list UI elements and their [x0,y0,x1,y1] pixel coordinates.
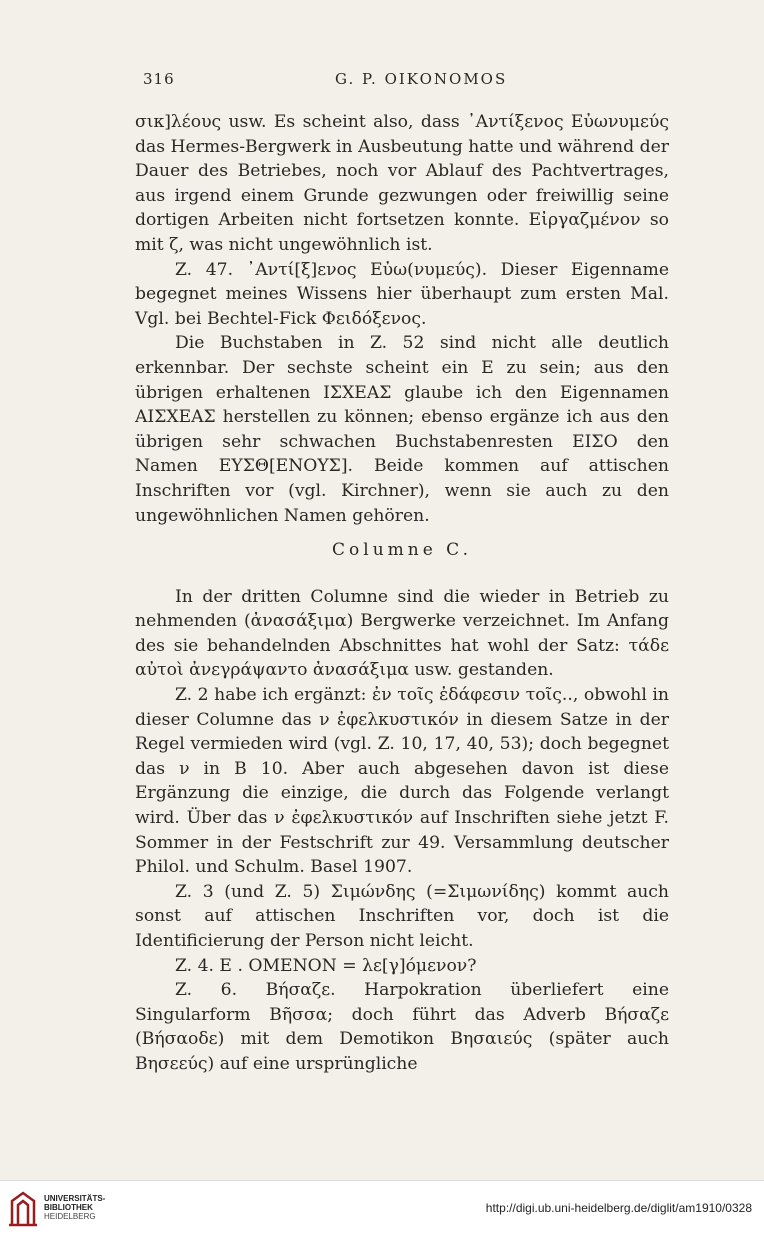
paragraph: Z. 4. Ε . ΟΜΕΝΟΝ = λε[γ]όμενον? [175,955,477,976]
paragraph: Die Buchstaben in Z. 52 sind nicht alle deutlich erkennbar. Der sechste scheint ein E zu sein; aus den übrigen erhaltenen ΙΣΧΕΑΣ glaube ich den Eigennamen ΑΙΣΧΕΑΣ herstellen zu können; ebenso ergänze ich aus den übrigen sehr schwachen Buchstabenresten ΕΙΣΟ den Namen ΕΥΣΘ[ΕΝΟΥΣ]. Beide kommen auf attischen Inschriften vor (vgl. Kirchner), wenn sie auch zu den ungewöhnlichen Namen gehören. [135,333,669,526]
library-logo-icon [8,1191,38,1227]
paragraph: σικ]λέους usw. Es scheint also, dass ᾿Αντίξενος Εὐωνυμεύς das Hermes-Bergwerk in Ausbeutung hatte und während der Dauer des Betriebes, noch vor Ablauf des Pachtvertrages, aus irgend einem Grunde gezwungen oder freiwillig seine dortigen Arbeiten nicht fortsetzen konnte. Εἰργαζμένον so mit ζ, was nicht ungewöhnlich ist. [135,112,669,255]
footer-bar [0,1180,764,1237]
running-title: G. P. OIKONOMOS [335,70,508,88]
paragraph: In der dritten Columne sind die wieder in Betrieb zu nehmenden (ἀνασάξιμα) Bergwerke verzeichnet. Im Anfang des sie behandelnden Abschnittes hat wohl der Satz: τάδε αὐτοὶ ἀνεγράψαντο ἀνασάξιμα usw. gestanden. [135,586,669,681]
paragraph: Z. 2 habe ich ergänzt: ἐν τοῖς ἐδάφεσιν τοῖς.., obwohl in dieser Columne das ν ἐφελκυστικόν in diesem Satze in der Regel vermieden wird (vgl. Z. 10, 17, 40, 53); doch begegnet das ν in B 10. Aber auch abgesehen davon ist diese Ergänzung die einzige, die durch das Folgende verlangt wird. Über das ν ἐφελκυστικόν auf Inschriften siehe jetzt F. Sommer in der Festschrift zur 49. Versammlung deutscher Philol. und Schulm. Basel 1907. [135,685,669,878]
paragraph: Z. 47. ᾿Αντί[ξ]ενος Εὐω(νυμεύς). Dieser Eigenname begegnet meines Wissens hier überhaupt zum ersten Mal. Vgl. bei Bechtel-Fick Φειδόξενος. [135,259,669,329]
logo-text-line1: UNIVERSITÄTS- [44,1194,106,1203]
permalink-url[interactable]: http://digi.ub.uni-heidelberg.de/diglit/am1910/0328 [485,1201,752,1215]
page-header [135,70,669,94]
paragraph: Z. 6. Βήσαζε. Harpokration überliefert eine Singularform Βῆσσα; doch führt das Adverb Βήσαζε (Βήσαοδε) mit dem Demotikon Βησαιεύς (später auch Βησεεύς) auf eine ursprüngliche [135,980,669,1074]
section-heading: Columne C. [332,540,472,561]
body-text [135,110,669,1077]
logo-text-line2: BIBLIOTHEK [44,1203,93,1212]
logo-text-line3: HEIDELBERG [44,1212,96,1221]
page-number: 316 [143,70,175,88]
library-logo[interactable] [8,1191,128,1231]
paragraph: Z. 3 (und Z. 5) Σιμώνδης (=Σιμωνίδης) kommt auch sonst auf attischen Inschriften vor, doch ist die Identificierung der Person nicht leicht. [135,881,669,951]
